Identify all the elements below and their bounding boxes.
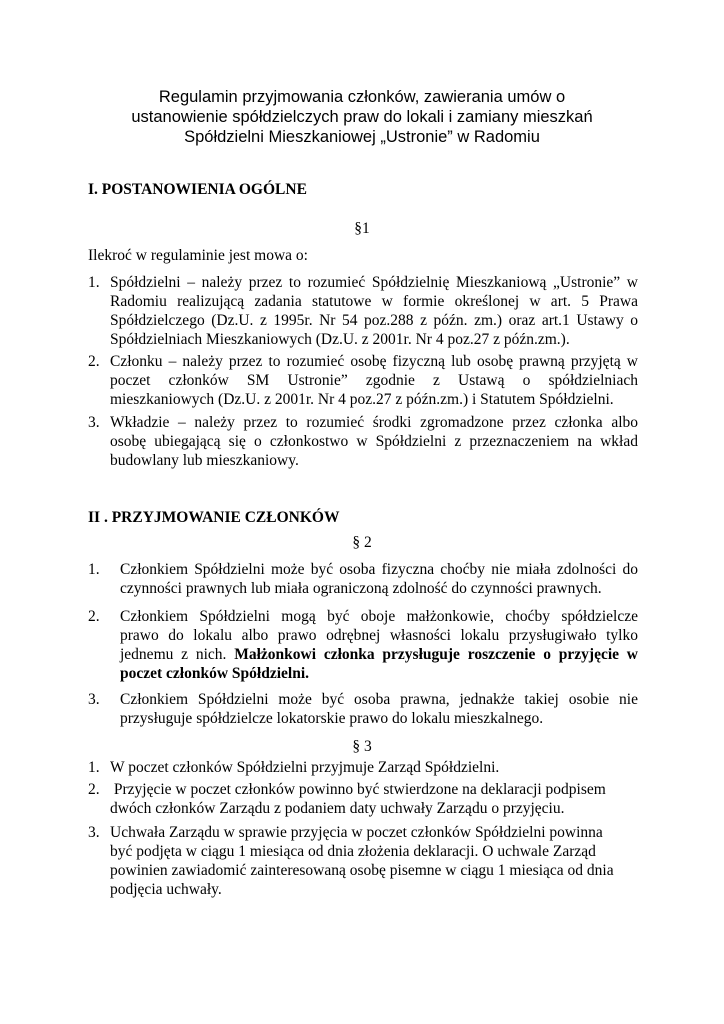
definition-item-2: [88, 352, 638, 409]
item-line: Spółdzielczego (Dz.U. z 1995r. Nr 54 poz.288 z późn. zm.) oraz art.1 Ustawy o: [110, 312, 638, 329]
paragraph-1-intro: Ilekroć w regulaminie jest mowa o:: [88, 247, 308, 264]
paragraph-3-sign: § 3: [352, 738, 372, 755]
paragraph-2-sign: § 2: [352, 534, 372, 551]
membership-item-1: [88, 560, 638, 598]
item-number: 3.: [88, 824, 100, 841]
item-text: [110, 758, 638, 777]
item-number: 3.: [88, 414, 100, 431]
item-line: Członkiem Spółdzielni może być osoba prawna, jednakże takiej osobie nie: [120, 691, 638, 708]
admission-item-3: [88, 823, 638, 899]
item-line: Członku – należy przez to rozumieć osobę fizyczną lub osobę prawną przyjętą w: [110, 353, 638, 370]
item-line: Uchwała Zarządu w sprawie przyjęcia w poczet członków Spółdzielni powinna: [110, 824, 603, 841]
item-text: [120, 560, 638, 598]
definition-item-3: [88, 413, 638, 470]
item-number: 1.: [88, 561, 100, 578]
item-text: [110, 273, 638, 349]
item-line: być podjęta w ciągu 1 miesiąca od dnia złożenia deklaracji. O uchwale Zarząd: [110, 843, 596, 860]
item-number: 1.: [88, 759, 100, 776]
item-line: przysługuje spółdzielcze lokatorskie prawo do lokalu mieszkalnego.: [120, 710, 544, 727]
item-line: Spółdzielni – należy przez to rozumieć Spółdzielnię Mieszkaniową „Ustronie” w: [110, 274, 638, 291]
item-line: poczet członków Spółdzielni.: [120, 665, 310, 682]
admission-item-2: [88, 780, 638, 818]
item-line: Radomiu realizującą zadania statutowe w formie określonej w art. 5 Prawa: [110, 293, 638, 310]
definition-item-1: [88, 273, 638, 349]
title-line-1: Regulamin przyjmowania członków, zawierania umów o: [158, 88, 566, 106]
item-text: [120, 690, 638, 728]
item-line: powinien zawiadomić zainteresowaną osobę pisemne w ciągu 1 miesiąca od dnia: [110, 862, 614, 879]
item-line: czynności prawnych lub miała ograniczoną zdolność do czynności prawnych.: [120, 580, 602, 597]
document-title: [100, 87, 624, 147]
item-text: [120, 607, 638, 683]
plain-text: jednemu z nich.: [120, 646, 235, 663]
item-number: 3.: [88, 691, 100, 708]
item-number: 2.: [88, 608, 100, 625]
item-line: prawo do lokalu albo prawo odrębnej własności lokalu przysługiwało tylko: [120, 627, 638, 644]
title-line-2: ustanowienie spółdzielczych praw do lokali i zamiany mieszkań: [131, 108, 593, 126]
item-number: 2.: [88, 781, 100, 798]
section-2-heading: II . PRZYJMOWANIE CZŁONKÓW: [88, 509, 340, 526]
item-line: Wkładzie – należy przez to rozumieć środki zgromadzone przez członka albo: [110, 414, 638, 431]
paragraph-1-sign: §1: [354, 220, 370, 237]
item-text: [110, 780, 630, 818]
item-line: Członkiem Spółdzielni mogą być oboje małżonkowie, choćby spółdzielcze: [120, 608, 638, 625]
item-line: poczet członków SM Ustronie” zgodnie z Ustawą o spółdzielniach: [110, 372, 638, 389]
item-line: mieszkaniowych (Dz.U. z 2001r. Nr 4 poz.27 z późn.zm.) i Statutem Spółdzielni.: [110, 391, 614, 408]
item-text: [110, 352, 638, 409]
item-line: osobę ubiegającą się o członkostwo w Spółdzielni z przeznaczeniem na wkład: [110, 433, 638, 450]
item-number: 2.: [88, 353, 100, 370]
item-line: dwóch członków Zarządu z podaniem daty uchwały Zarządu o przyjęciu.: [110, 800, 565, 817]
membership-item-2: [88, 607, 638, 683]
title-line-3: Spółdzielni Mieszkaniowej „Ustronie” w Radomiu: [184, 128, 540, 146]
section-1-heading: I. POSTANOWIENIA OGÓLNE: [88, 181, 307, 198]
item-line: [120, 645, 638, 664]
item-number: 1.: [88, 274, 100, 291]
item-line: Spółdzielniach Mieszkaniowych (Dz.U. z 2001r. Nr 4 poz.27 z późn.zm.).: [110, 331, 570, 348]
item-line: Przyjęcie w poczet członków powinno być stwierdzone na deklaracji podpisem: [110, 781, 606, 798]
item-line: Członkiem Spółdzielni może być osoba fizyczna choćby nie miała zdolności do: [120, 561, 638, 578]
item-text: [110, 413, 638, 470]
item-text: [110, 823, 630, 899]
membership-item-3: [88, 690, 638, 728]
bold-text: Małżonkowi członka przysługuje roszczenie o przyjęcie w: [234, 646, 638, 663]
item-line: podjęcia uchwały.: [110, 881, 222, 898]
item-line: W poczet członków Spółdzielni przyjmuje Zarząd Spółdzielni.: [110, 759, 500, 776]
item-line: budowlany lub mieszkaniowy.: [110, 452, 299, 469]
admission-item-1: [88, 758, 638, 777]
